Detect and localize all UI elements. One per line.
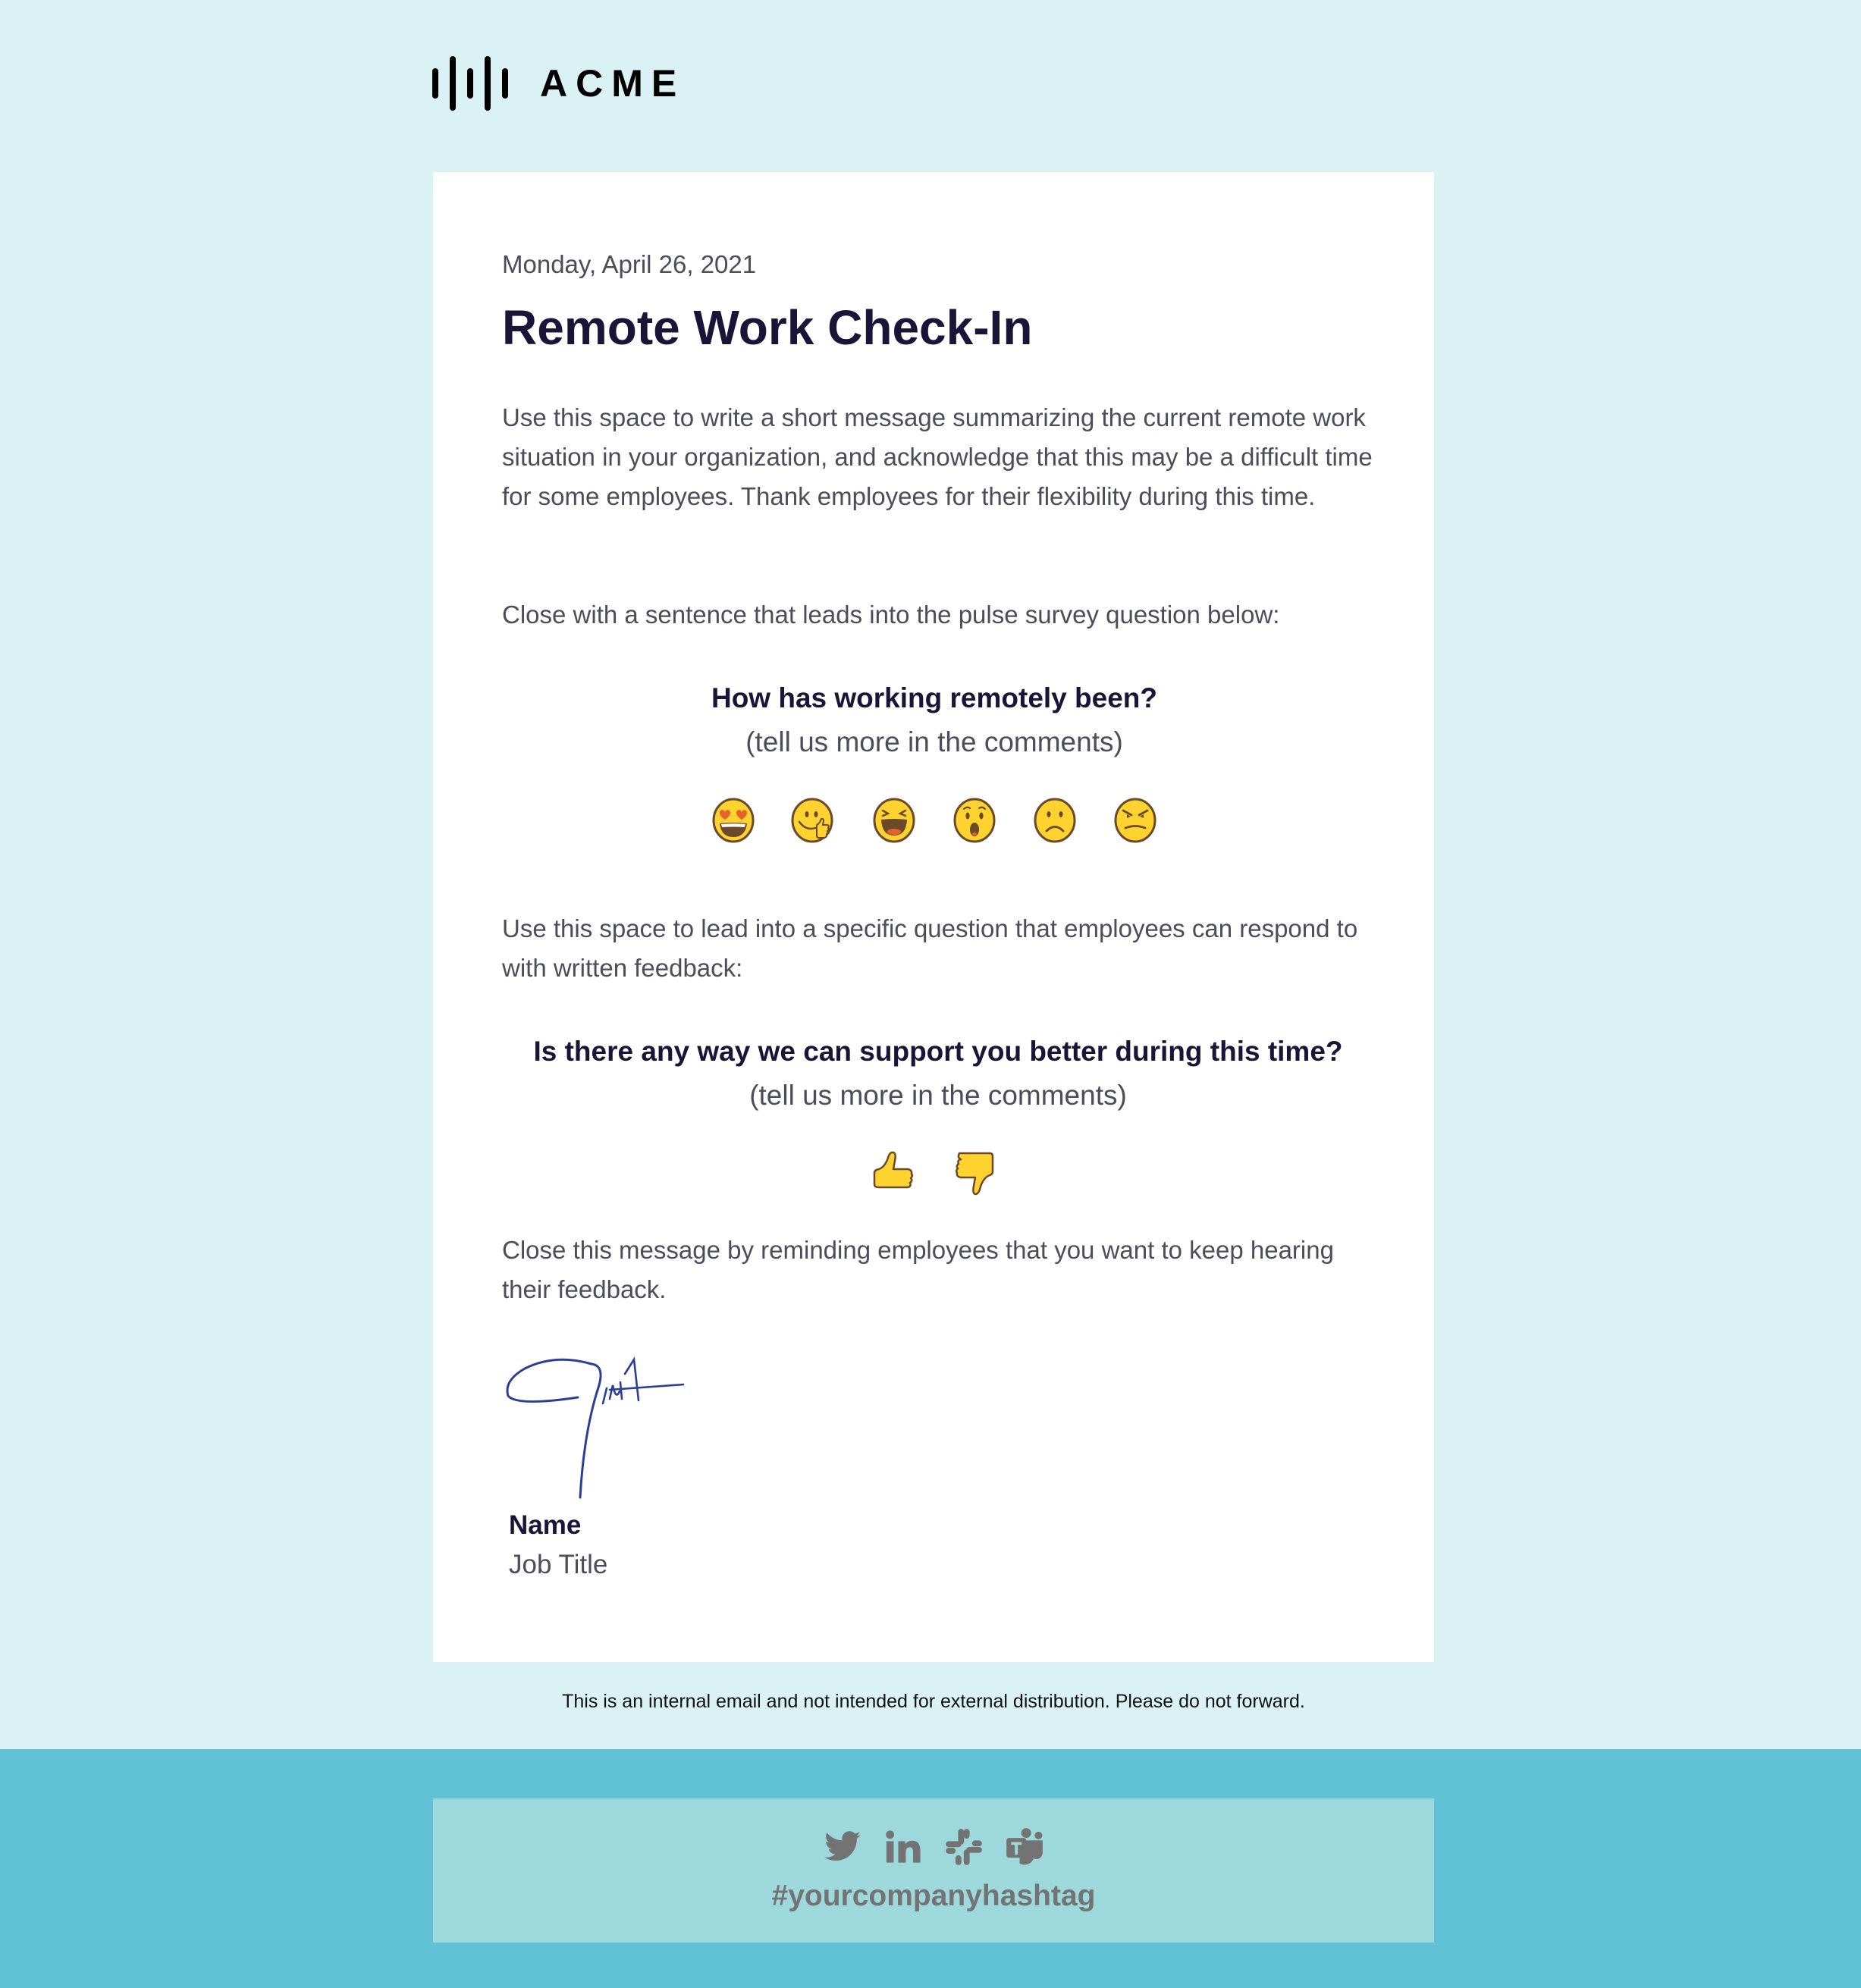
footer: [0, 1749, 1861, 1988]
sad-emoji-icon[interactable]: [1032, 798, 1078, 843]
survey-question: [502, 676, 1367, 764]
microsoft-teams-icon[interactable]: [1005, 1827, 1044, 1867]
email-title: Remote Work Check-In: [502, 300, 1033, 355]
company-hashtag: #yourcompanyhashtag: [771, 1880, 1096, 1912]
footer-social-box: [433, 1798, 1434, 1943]
acme-logo: [432, 55, 685, 112]
feedback-question-subtitle: (tell us more in the comments): [749, 1080, 1127, 1111]
intro-paragraph: Use this space to write a short message summarizing the current remote work situation in your organization, and acknowledge that this may be a difficult time for some employees. Thank employees for their flexibility during this time.: [502, 403, 1373, 510]
social-links: [433, 1827, 1434, 1867]
closing-paragraph: Close this message by reminding employees that you want to keep hearing their feedback.: [502, 1236, 1334, 1303]
thumbs-up-smile-emoji-icon[interactable]: [791, 798, 836, 843]
survey-question-subtitle: (tell us more in the comments): [745, 726, 1123, 757]
heart-eyes-emoji-icon[interactable]: [711, 798, 756, 843]
feedback-question: [502, 1030, 1374, 1118]
survey-question-title: How has working remotely been?: [711, 682, 1157, 713]
signature-job-title: Job Title: [509, 1550, 608, 1579]
signature-image: [502, 1355, 684, 1499]
email-date: Monday, April 26, 2021: [502, 250, 757, 278]
disclaimer-text: This is an internal email and not intended for external distribution. Please do not forward.: [562, 1691, 1305, 1712]
laughing-emoji-icon[interactable]: [871, 798, 917, 843]
thumbs-up-icon[interactable]: [871, 1150, 915, 1197]
sound-wave-bars-icon: [432, 55, 508, 112]
thumb-rating-row: [502, 1150, 1367, 1197]
signature-name: Name: [509, 1510, 582, 1540]
surprised-emoji-icon[interactable]: [952, 798, 997, 843]
thumbs-down-icon[interactable]: [953, 1150, 997, 1197]
feedback-lead-paragraph: Use this space to lead into a specific question that employees can respond to with written feedback:: [502, 914, 1358, 982]
linkedin-icon[interactable]: [883, 1827, 923, 1867]
brand-name: ACME: [540, 62, 686, 105]
lead-in-paragraph: Close with a sentence that leads into the pulse survey question below:: [502, 600, 1280, 629]
angry-emoji-icon[interactable]: [1113, 798, 1158, 843]
twitter-icon[interactable]: [823, 1827, 862, 1867]
slack-icon[interactable]: [944, 1827, 984, 1867]
emoji-rating-row: [502, 798, 1367, 843]
email-card: [433, 172, 1434, 1662]
feedback-question-title: Is there any way we can support you better during this time?: [533, 1036, 1343, 1067]
